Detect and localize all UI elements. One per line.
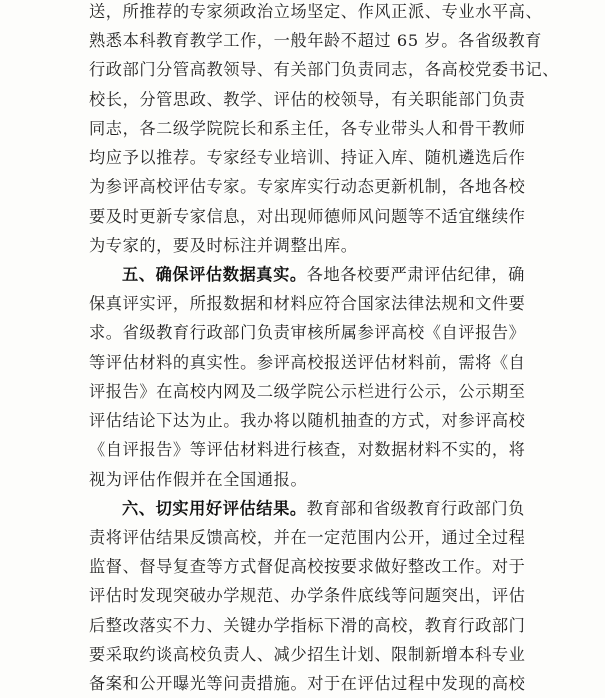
text-line: 视为评估作假并在全国通报。 <box>89 469 308 489</box>
text-line: 同志，各二级学院院长和系主任，各专业带头人和骨干教师 <box>89 118 526 138</box>
text-line: 求。省级教育行政部门负责审核所属参评高校《自评报告》 <box>89 323 526 343</box>
text-line: 责将评估结果反馈高校，并在一定范围内公开，通过全过程 <box>89 527 526 547</box>
text-line: 为专家的，要及时标注并调整出库。 <box>89 235 358 255</box>
text-line: 评估结论下达为止。我办将以随机抽查的方式，对参评高校 <box>89 411 526 430</box>
text-line: 要采取约谈高校负责人、减少招生计划、限制新增本科专业 <box>89 644 526 664</box>
text-line: 备案和公开曝光等问责措施。对于在评估过程中发现的高校 <box>89 674 526 693</box>
text-line: 评估时发现突破办学规范、办学条件底线等问题突出，评估 <box>89 586 526 606</box>
section-6-heading: 六、切实用好评估结果。 <box>122 498 307 518</box>
text-line: 校长，分管思政、教学、评估的校领导，有关职能部门负责 <box>89 89 526 109</box>
text-line: 后整改落实不力、关键办学指标下滑的高校，教育行政部门 <box>89 615 526 635</box>
text-line: 评报告》在高校内网及二级学院公示栏进行公示，公示期至 <box>89 381 526 401</box>
text-line: 监督、督导复查等方式督促高校按要求做好整改工作。对于 <box>89 557 526 577</box>
text-line: 要及时更新专家信息，对出现师德师风问题等不适宜继续作 <box>89 206 526 226</box>
text-line: 保真评实评，所报数据和材料应符合国家法律法规和文件要 <box>89 294 526 314</box>
section-5-first-line-text: 各地各校要严肃评估纪律，确 <box>306 265 525 284</box>
section-6-first-line-text: 教育部和省级教育行政部门负 <box>306 498 525 518</box>
text-line: 均应予以推荐。专家经专业培训、持证入库、随机遴选后作 <box>89 148 526 168</box>
section-5-heading: 五、确保评估数据真实。 <box>122 265 307 284</box>
text-line: 送，所推荐的专家须政治立场坚定、作风正派、专业水平高、 <box>89 2 543 21</box>
section-6-first-line <box>122 495 525 523</box>
text-line: 等评估材料的真实性。参评高校报送评估材料前，需将《自 <box>89 352 526 372</box>
section-5-first-line <box>122 261 525 289</box>
text-line: 为参评高校评估专家。专家库实行动态更新机制，各地各校 <box>89 177 526 197</box>
text-line: 熟悉本科教育教学工作，一般年龄不超过 65 岁。各省级教育 <box>89 31 542 51</box>
text-line: 行政部门分管高教领导、有关部门负责同志，各高校党委书记、 <box>89 60 560 80</box>
text-line: 《自评报告》等评估材料进行核查，对数据材料不实的，将 <box>89 440 526 460</box>
